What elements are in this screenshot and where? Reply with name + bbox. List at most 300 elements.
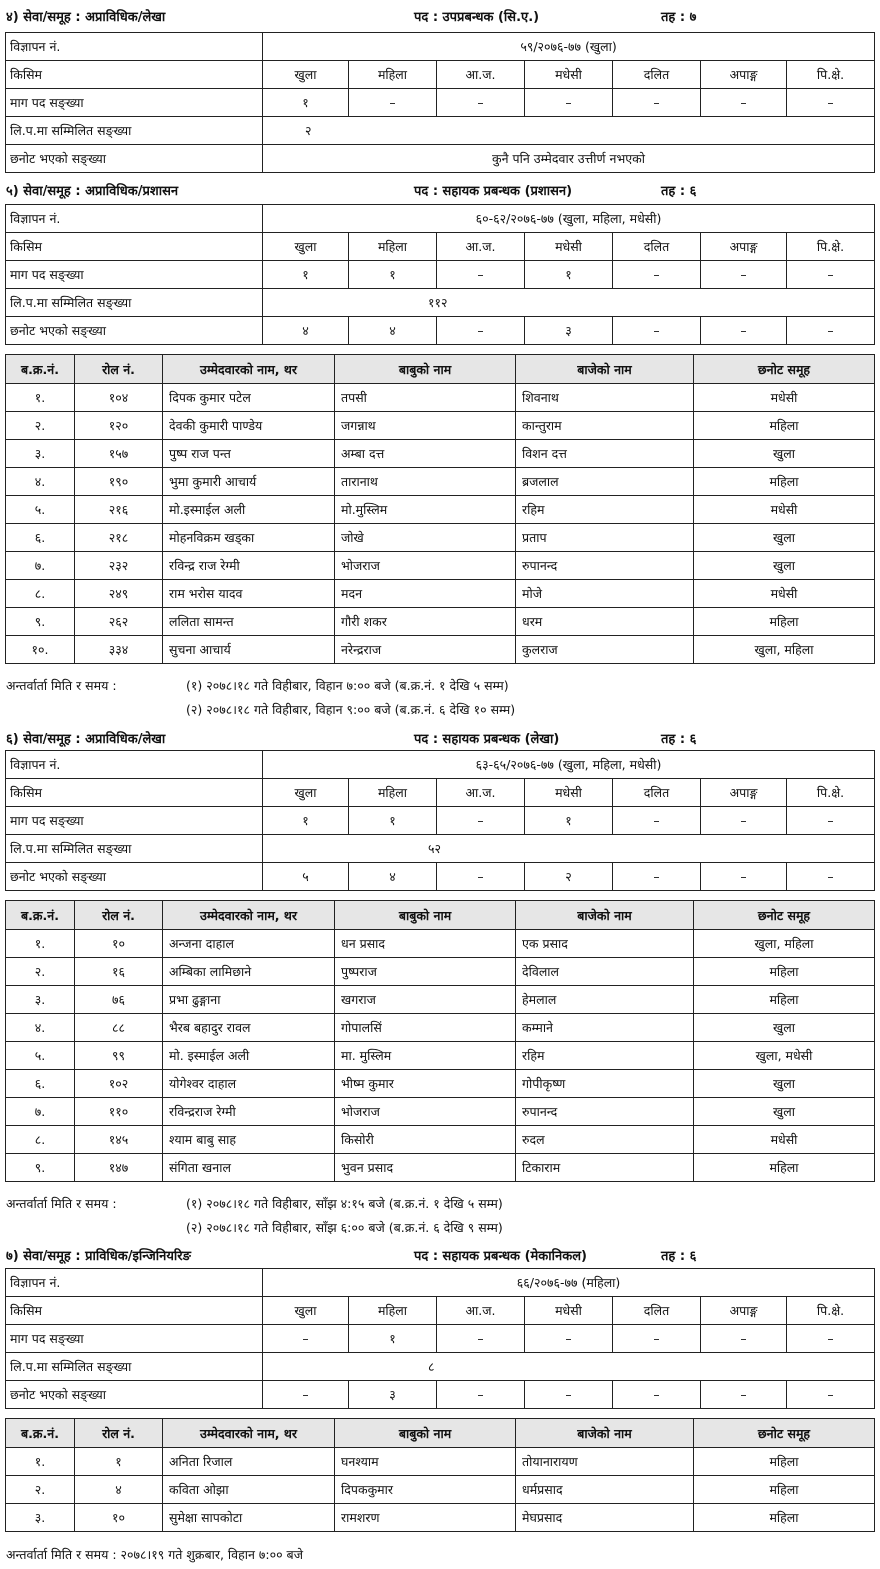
candidate-cell: मोहनविक्रम खड्का [163, 524, 335, 552]
table-row [6, 1098, 875, 1126]
candidate-cell: १. [6, 930, 75, 958]
adv-label: विज्ञापन नं. [6, 1269, 263, 1297]
written-count: २ [263, 117, 875, 145]
candidate-cell: १०४ [75, 384, 163, 412]
table-row [6, 608, 875, 636]
column-header: बाबुको नाम [335, 901, 516, 930]
written-row [6, 1353, 875, 1381]
vacancy-info-table [5, 750, 875, 891]
table-row [6, 412, 875, 440]
vacancy-info-table [5, 32, 875, 173]
candidate-cell: ३. [6, 1504, 75, 1532]
candidate-cell: महिला [694, 1504, 875, 1532]
candidate-cell: मा. मुस्लिम [335, 1042, 516, 1070]
table-row [6, 636, 875, 664]
service-group: ४) सेवा/समूह : अप्राविधिक/लेखा [6, 10, 166, 25]
candidate-cell: योगेश्वर दाहाल [163, 1070, 335, 1098]
candidate-cell: २. [6, 958, 75, 986]
candidate-cell: गोपालसिं [335, 1014, 516, 1042]
demand-cell: – [701, 807, 787, 835]
service-group: ६) सेवा/समूह : अप्राविधिक/लेखा [6, 732, 166, 747]
candidate-cell: ९९ [75, 1042, 163, 1070]
category-header: अपाङ्ग [701, 1297, 787, 1325]
interview-schedule: (२) २०७८।१८ गते विहीबार, साँझ ६:०० बजे (ब.क्र.नं. ६ देखि ९ सम्म) [186, 1220, 503, 1235]
table-row [6, 580, 875, 608]
post-title: पद : उपप्रबन्धक (सि.ए.) [414, 10, 540, 25]
shortlisted-cell: – [613, 1381, 701, 1409]
category-header: महिला [349, 779, 437, 807]
demand-cell: – [263, 1325, 349, 1353]
column-header: उम्मेदवारको नाम, थर [163, 901, 335, 930]
table-row [6, 958, 875, 986]
candidate-cell: मोजे [516, 580, 694, 608]
interview-label: अन्तर्वार्ता मिति र समय : [6, 1196, 117, 1211]
candidate-cell: कुलराज [516, 636, 694, 664]
candidate-cell: ७. [6, 552, 75, 580]
demand-cell: – [787, 261, 875, 289]
category-header: पि.क्षे. [787, 61, 875, 89]
candidate-cell: १०२ [75, 1070, 163, 1098]
adv-row [6, 751, 875, 779]
column-header: उम्मेदवारको नाम, थर [163, 1419, 335, 1448]
category-header: पि.क्षे. [787, 1297, 875, 1325]
post-level: तह : ७ [661, 10, 697, 25]
demand-cell: १ [263, 261, 349, 289]
table-row [6, 384, 875, 412]
shortlisted-cell: – [437, 863, 525, 891]
shortlisted-cell: – [613, 317, 701, 345]
post-level: तह : ६ [661, 1249, 697, 1264]
table-row [6, 1126, 875, 1154]
candidate-cell: जोखे [335, 524, 516, 552]
demand-label: माग पद सङ्ख्या [6, 807, 263, 835]
candidate-header-row [6, 901, 875, 930]
candidate-cell: मो.इस्माईल अली [163, 496, 335, 524]
candidate-cell: खुला [694, 440, 875, 468]
column-header: बाजेको नाम [516, 1419, 694, 1448]
adv-label: विज्ञापन नं. [6, 33, 263, 61]
candidate-cell: राम भरोस यादव [163, 580, 335, 608]
post-title: पद : सहायक प्रबन्धक (मेकानिकल) [414, 1249, 587, 1264]
demand-row [6, 89, 875, 117]
candidate-cell: तोयानारायण [516, 1448, 694, 1476]
column-header: ब.क्र.नं. [6, 901, 75, 930]
category-header: आ.ज. [437, 1297, 525, 1325]
candidate-cell: मो. इस्माईल अली [163, 1042, 335, 1070]
candidate-cell: अम्बा दत्त [335, 440, 516, 468]
table-row [6, 1476, 875, 1504]
candidate-cell: खुला, महिला [694, 636, 875, 664]
candidate-cell: खुला [694, 1098, 875, 1126]
candidate-cell: तारानाथ [335, 468, 516, 496]
demand-cell: – [701, 89, 787, 117]
candidate-cell: हेमलाल [516, 986, 694, 1014]
demand-cell: १ [349, 1325, 437, 1353]
candidate-cell: १२० [75, 412, 163, 440]
interview-schedule: अन्तर्वार्ता मिति र समय : २०७८।१९ गते शुक्रबार, विहान ७:०० बजे [6, 1547, 303, 1562]
shortlisted-label: छनोट भएको सङ्ख्या [6, 1381, 263, 1409]
candidate-cell: भैरब बहादुर रावल [163, 1014, 335, 1042]
category-header: अपाङ्ग [701, 233, 787, 261]
adv-row [6, 205, 875, 233]
service-group: ५) सेवा/समूह : अप्राविधिक/प्रशासन [6, 184, 179, 199]
service-group: ७) सेवा/समूह : प्राविधिक/इन्जिनियरिङ [6, 1249, 191, 1264]
column-header: बाजेको नाम [516, 901, 694, 930]
adv-number: ६०-६२/२०७६-७७ (खुला, महिला, मधेसी) [263, 205, 875, 233]
written-row [6, 835, 875, 863]
candidate-cell: एक प्रसाद [516, 930, 694, 958]
post-level: तह : ६ [661, 732, 697, 747]
shortlisted-cell: – [787, 863, 875, 891]
column-header: उम्मेदवारको नाम, थर [163, 355, 335, 384]
candidate-cell: तपसी [335, 384, 516, 412]
shortlisted-cell: – [525, 1381, 613, 1409]
candidate-cell: अनिता रिजाल [163, 1448, 335, 1476]
shortlisted-row [6, 1381, 875, 1409]
column-header: छनोट समूह [694, 901, 875, 930]
interview-schedule: (१) २०७८।१८ गते विहीबार, विहान ७:०० बजे (ब.क्र.नं. १ देखि ५ सम्म) [186, 678, 509, 693]
candidate-cell: ३३४ [75, 636, 163, 664]
post-level: तह : ६ [661, 184, 697, 199]
candidate-cell: १० [75, 930, 163, 958]
column-header: ब.क्र.नं. [6, 1419, 75, 1448]
interview-schedule: (१) २०७८।१८ गते विहीबार, साँझ ४:१५ बजे (ब.क्र.नं. १ देखि ५ सम्म) [186, 1196, 503, 1211]
demand-row [6, 807, 875, 835]
candidate-cell: ६. [6, 524, 75, 552]
candidate-cell: घनश्याम [335, 1448, 516, 1476]
candidate-cell: १. [6, 1448, 75, 1476]
candidate-cell: नरेन्द्रराज [335, 636, 516, 664]
candidate-cell: रामशरण [335, 1504, 516, 1532]
shortlisted-label: छनोट भएको सङ्ख्या [6, 863, 263, 891]
table-row [6, 552, 875, 580]
category-header: आ.ज. [437, 61, 525, 89]
category-header: दलित [613, 233, 701, 261]
category-header: पि.क्षे. [787, 779, 875, 807]
shortlisted-row [6, 317, 875, 345]
candidate-cell: खुला [694, 1014, 875, 1042]
category-header: मधेसी [525, 61, 613, 89]
type-label: किसिम [6, 61, 263, 89]
candidate-cell: १०. [6, 636, 75, 664]
table-row [6, 1504, 875, 1532]
candidate-cell: ४. [6, 468, 75, 496]
shortlisted-label: छनोट भएको सङ्ख्या [6, 145, 263, 173]
written-label: लि.प.मा सम्मिलित सङ्ख्या [6, 117, 263, 145]
category-header: महिला [349, 233, 437, 261]
candidate-cell: दिपक कुमार पटेल [163, 384, 335, 412]
demand-row [6, 1325, 875, 1353]
candidate-cell: महिला [694, 412, 875, 440]
category-header: आ.ज. [437, 779, 525, 807]
candidate-cell: पुष्पराज [335, 958, 516, 986]
category-row [6, 233, 875, 261]
category-row [6, 779, 875, 807]
candidate-cell: सुमेक्षा सापकोटा [163, 1504, 335, 1532]
candidate-cell: ९. [6, 1154, 75, 1182]
candidate-cell: ८. [6, 1126, 75, 1154]
written-row [6, 289, 875, 317]
shortlisted-row [6, 863, 875, 891]
candidate-cell: २६२ [75, 608, 163, 636]
category-header: दलित [613, 779, 701, 807]
candidate-cell: देवकी कुमारी पाण्डेय [163, 412, 335, 440]
category-header: खुला [263, 779, 349, 807]
section-header [6, 4, 874, 26]
candidate-cell: खुला [694, 1070, 875, 1098]
candidate-cell: भुवन प्रसाद [335, 1154, 516, 1182]
table-row [6, 524, 875, 552]
candidate-cell: भोजराज [335, 1098, 516, 1126]
candidate-cell: गौरी शकर [335, 608, 516, 636]
adv-number: ६६/२०७६-७७ (महिला) [263, 1269, 875, 1297]
candidate-cell: रहिम [516, 496, 694, 524]
demand-cell: – [787, 89, 875, 117]
shortlisted-label: छनोट भएको सङ्ख्या [6, 317, 263, 345]
candidate-cell: प्रभा ढुङ्गाना [163, 986, 335, 1014]
candidate-cell: मधेसी [694, 1126, 875, 1154]
candidate-cell: ९. [6, 608, 75, 636]
category-header: खुला [263, 61, 349, 89]
candidate-cell: दिपककुमार [335, 1476, 516, 1504]
written-label: लि.प.मा सम्मिलित सङ्ख्या [6, 835, 263, 863]
candidate-cell: भुमा कुमारी आचार्य [163, 468, 335, 496]
category-row [6, 61, 875, 89]
type-label: किसिम [6, 233, 263, 261]
section-header [6, 726, 874, 748]
shortlisted-cell: ३ [349, 1381, 437, 1409]
candidate-table [5, 1418, 875, 1532]
candidate-cell: रहिम [516, 1042, 694, 1070]
demand-row [6, 261, 875, 289]
candidate-cell: मो.मुस्लिम [335, 496, 516, 524]
demand-cell: – [525, 1325, 613, 1353]
shortlisted-cell: – [613, 863, 701, 891]
demand-label: माग पद सङ्ख्या [6, 89, 263, 117]
demand-cell: – [349, 89, 437, 117]
table-row [6, 468, 875, 496]
shortlisted-cell: – [437, 317, 525, 345]
candidate-cell: महिला [694, 468, 875, 496]
category-header: खुला [263, 233, 349, 261]
candidate-cell: किसोरी [335, 1126, 516, 1154]
table-row [6, 930, 875, 958]
candidate-cell: २१६ [75, 496, 163, 524]
candidate-header-row [6, 355, 875, 384]
candidate-cell: १९० [75, 468, 163, 496]
candidate-cell: मदन [335, 580, 516, 608]
candidate-header-row [6, 1419, 875, 1448]
column-header: बाबुको नाम [335, 1419, 516, 1448]
candidate-cell: जगन्नाथ [335, 412, 516, 440]
candidate-cell: अम्बिका लामिछाने [163, 958, 335, 986]
shortlisted-cell: ५ [263, 863, 349, 891]
written-count: ५२ [263, 835, 875, 863]
candidate-cell: खुला [694, 552, 875, 580]
candidate-cell: मेघप्रसाद [516, 1504, 694, 1532]
table-row [6, 1014, 875, 1042]
candidate-cell: ४ [75, 1476, 163, 1504]
candidate-cell: २४९ [75, 580, 163, 608]
adv-row [6, 33, 875, 61]
written-row [6, 117, 875, 145]
candidate-cell: संगिता खनाल [163, 1154, 335, 1182]
candidate-cell: महिला [694, 608, 875, 636]
candidate-cell: मधेसी [694, 580, 875, 608]
shortlisted-cell: ३ [525, 317, 613, 345]
candidate-cell: महिला [694, 1448, 875, 1476]
column-header: रोल नं. [75, 901, 163, 930]
written-count: ११२ [263, 289, 875, 317]
demand-cell: १ [349, 261, 437, 289]
candidate-cell: ३. [6, 986, 75, 1014]
shortlisted-cell: – [787, 1381, 875, 1409]
demand-cell: १ [525, 261, 613, 289]
candidate-cell: २३२ [75, 552, 163, 580]
adv-number: ५९/२०७६-७७ (खुला) [263, 33, 875, 61]
shortlisted-cell: – [263, 1381, 349, 1409]
candidate-cell: रुपानन्द [516, 552, 694, 580]
post-title: पद : सहायक प्रबन्धक (प्रशासन) [414, 184, 573, 199]
interview-label: अन्तर्वार्ता मिति र समय : [6, 678, 117, 693]
candidate-cell: ब्रजलाल [516, 468, 694, 496]
adv-number: ६३-६५/२०७६-७७ (खुला, महिला, मधेसी) [263, 751, 875, 779]
demand-cell: १ [263, 89, 349, 117]
candidate-cell: रविन्द्र राज रेग्मी [163, 552, 335, 580]
candidate-cell: खुला [694, 524, 875, 552]
table-row [6, 986, 875, 1014]
candidate-cell: धन प्रसाद [335, 930, 516, 958]
candidate-cell: ११० [75, 1098, 163, 1126]
written-label: लि.प.मा सम्मिलित सङ्ख्या [6, 1353, 263, 1381]
column-header: छनोट समूह [694, 355, 875, 384]
column-header: छनोट समूह [694, 1419, 875, 1448]
column-header: रोल नं. [75, 1419, 163, 1448]
candidate-cell: रविन्द्रराज रेग्मी [163, 1098, 335, 1126]
demand-cell: – [437, 1325, 525, 1353]
candidate-cell: विशन दत्त [516, 440, 694, 468]
candidate-cell: १ [75, 1448, 163, 1476]
shortlisted-note: कुनै पनि उम्मेदवार उत्तीर्ण नभएको [263, 145, 875, 173]
shortlisted-cell: ४ [349, 317, 437, 345]
candidate-cell: महिला [694, 1154, 875, 1182]
candidate-cell: पुष्प राज पन्त [163, 440, 335, 468]
category-header: अपाङ्ग [701, 779, 787, 807]
demand-cell: – [437, 807, 525, 835]
candidate-cell: १० [75, 1504, 163, 1532]
candidate-cell: १. [6, 384, 75, 412]
candidate-cell: सुचना आचार्य [163, 636, 335, 664]
category-header: आ.ज. [437, 233, 525, 261]
candidate-cell: कविता ओझा [163, 1476, 335, 1504]
shortlisted-row [6, 145, 875, 173]
candidate-cell: खगराज [335, 986, 516, 1014]
candidate-cell: देविलाल [516, 958, 694, 986]
category-header: महिला [349, 61, 437, 89]
candidate-cell: धरम [516, 608, 694, 636]
written-label: लि.प.मा सम्मिलित सङ्ख्या [6, 289, 263, 317]
candidate-cell: मधेसी [694, 384, 875, 412]
demand-cell: १ [349, 807, 437, 835]
demand-cell: – [787, 1325, 875, 1353]
candidate-table [5, 900, 875, 1182]
section-header [6, 1243, 874, 1265]
candidate-cell: २. [6, 412, 75, 440]
vacancy-info-table [5, 204, 875, 345]
candidate-cell: खुला, मधेसी [694, 1042, 875, 1070]
table-row [6, 496, 875, 524]
table-row [6, 1042, 875, 1070]
candidate-table [5, 354, 875, 664]
candidate-cell: ६. [6, 1070, 75, 1098]
category-header: दलित [613, 61, 701, 89]
candidate-cell: धर्मप्रसाद [516, 1476, 694, 1504]
candidate-cell: प्रताप [516, 524, 694, 552]
demand-cell: – [613, 261, 701, 289]
candidate-cell: रुपानन्द [516, 1098, 694, 1126]
type-label: किसिम [6, 779, 263, 807]
candidate-cell: कान्तुराम [516, 412, 694, 440]
candidate-cell: अन्जना दाहाल [163, 930, 335, 958]
candidate-cell: १६ [75, 958, 163, 986]
vacancy-info-table [5, 1268, 875, 1409]
demand-label: माग पद सङ्ख्या [6, 1325, 263, 1353]
shortlisted-cell: ४ [263, 317, 349, 345]
candidate-cell: महिला [694, 958, 875, 986]
post-title: पद : सहायक प्रबन्धक (लेखा) [414, 732, 560, 747]
shortlisted-cell: – [701, 317, 787, 345]
candidate-cell: १५७ [75, 440, 163, 468]
candidate-cell: भीष्म कुमार [335, 1070, 516, 1098]
candidate-cell: २. [6, 1476, 75, 1504]
candidate-cell: भोजराज [335, 552, 516, 580]
category-header: मधेसी [525, 1297, 613, 1325]
column-header: बाजेको नाम [516, 355, 694, 384]
demand-cell: – [701, 261, 787, 289]
candidate-cell: शिवनाथ [516, 384, 694, 412]
type-label: किसिम [6, 1297, 263, 1325]
candidate-cell: टिकाराम [516, 1154, 694, 1182]
candidate-cell: ७. [6, 1098, 75, 1126]
candidate-cell: ७६ [75, 986, 163, 1014]
candidate-cell: ललिता सामन्त [163, 608, 335, 636]
candidate-cell: १४५ [75, 1126, 163, 1154]
candidate-cell: मधेसी [694, 496, 875, 524]
demand-cell: – [613, 89, 701, 117]
table-row [6, 440, 875, 468]
category-row [6, 1297, 875, 1325]
candidate-cell: कम्माने [516, 1014, 694, 1042]
candidate-cell: १४७ [75, 1154, 163, 1182]
table-row [6, 1154, 875, 1182]
section-header [6, 178, 874, 200]
category-header: महिला [349, 1297, 437, 1325]
demand-cell: – [437, 261, 525, 289]
table-row [6, 1448, 875, 1476]
candidate-cell: ५. [6, 1042, 75, 1070]
shortlisted-cell: – [437, 1381, 525, 1409]
candidate-cell: ३. [6, 440, 75, 468]
category-header: पि.क्षे. [787, 233, 875, 261]
column-header: रोल नं. [75, 355, 163, 384]
candidate-cell: महिला [694, 1476, 875, 1504]
interview-schedule: (२) २०७८।१८ गते विहीबार, विहान ९:०० बजे (ब.क्र.नं. ६ देखि १० सम्म) [186, 702, 516, 717]
category-header: खुला [263, 1297, 349, 1325]
shortlisted-cell: – [787, 317, 875, 345]
category-header: अपाङ्ग [701, 61, 787, 89]
column-header: ब.क्र.नं. [6, 355, 75, 384]
shortlisted-cell: – [701, 1381, 787, 1409]
